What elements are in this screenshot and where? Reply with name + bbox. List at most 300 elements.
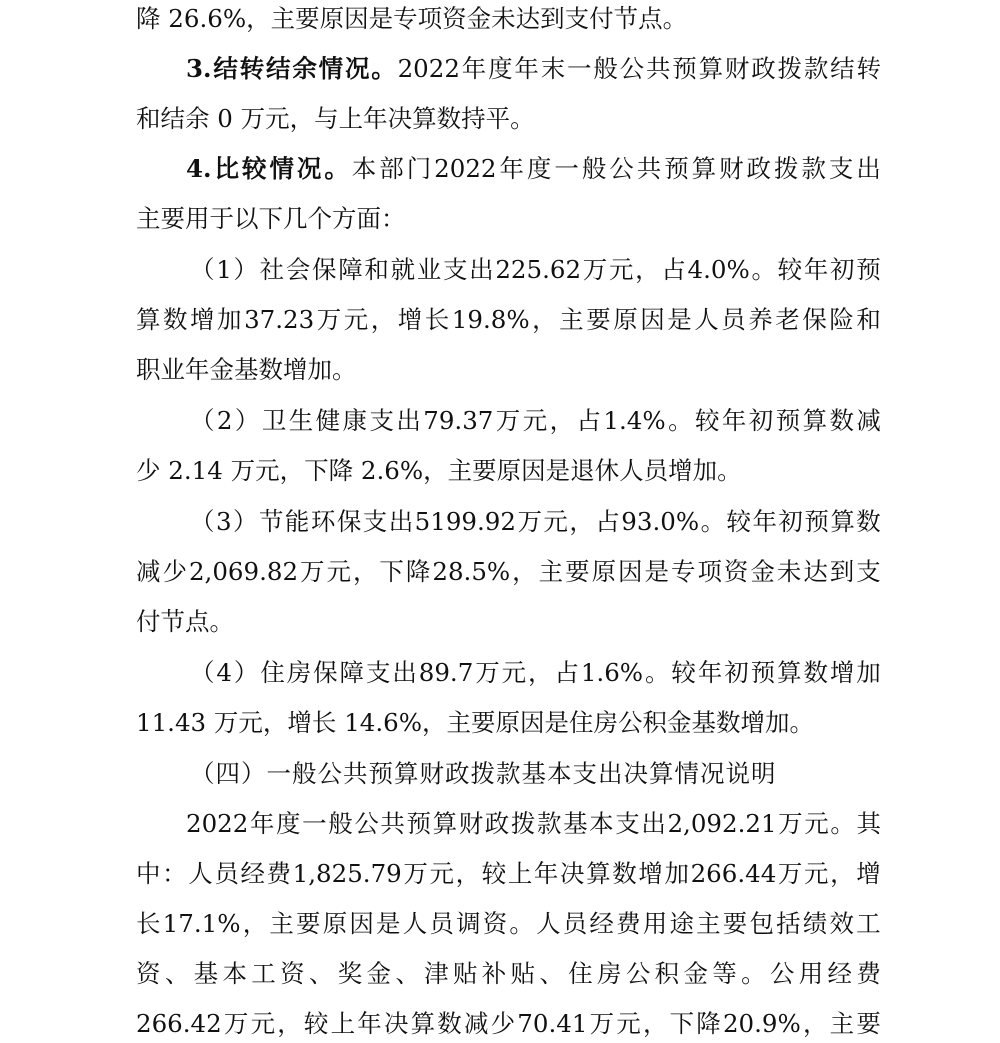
glyph: 算 — [586, 859, 611, 888]
glyph: 17.1% — [162, 909, 241, 938]
glyph: 3 — [215, 507, 232, 536]
glyph: 加 — [856, 658, 881, 687]
glyph: 、 — [539, 959, 564, 988]
text-line — [190, 505, 881, 539]
glyph: 3. — [186, 54, 212, 83]
glyph: 度 — [276, 809, 301, 838]
glyph: 障 — [338, 255, 363, 284]
glyph: 款 — [801, 154, 826, 183]
text-line — [136, 706, 881, 740]
glyph: 2,069.82 — [188, 557, 299, 586]
glyph: 。 — [509, 909, 534, 938]
text-line — [136, 907, 881, 941]
glyph: 增 — [829, 658, 855, 687]
glyph: 算 — [777, 658, 802, 687]
glyph: 1.4% — [603, 406, 666, 435]
glyph: 增 — [190, 305, 215, 334]
glyph: 一 — [302, 809, 327, 838]
glyph: 结 — [266, 54, 291, 83]
glyph: 度 — [526, 154, 552, 183]
glyph: 数 — [163, 305, 188, 334]
glyph: 万 — [300, 557, 325, 586]
glyph: 决 — [560, 859, 585, 888]
glyph: （ — [190, 406, 215, 435]
glyph: 减 — [463, 1009, 489, 1038]
glyph: 拨 — [774, 154, 799, 183]
glyph: 津 — [424, 959, 449, 988]
glyph: 资 — [482, 909, 508, 938]
glyph: 89.7 — [418, 658, 474, 687]
glyph: 决 — [383, 1009, 409, 1038]
glyph: 万 — [582, 255, 608, 284]
glyph: ， — [635, 255, 660, 284]
glyph: 共 — [380, 809, 405, 838]
glyph: 较 — [241, 154, 267, 183]
glyph: 健 — [315, 406, 341, 435]
glyph: 达 — [803, 557, 828, 586]
glyph: 70.41 — [517, 1009, 588, 1038]
glyph: 门 — [406, 154, 432, 183]
glyph: 万 — [589, 1009, 615, 1038]
glyph: 贴 — [452, 959, 478, 988]
text-line — [136, 605, 881, 639]
glyph: 主 — [696, 909, 721, 938]
glyph: 公 — [769, 959, 795, 988]
glyph: 金 — [683, 959, 708, 988]
glyph: 般 — [593, 54, 618, 83]
text-line — [136, 102, 881, 136]
glyph: 较 — [303, 1009, 329, 1038]
glyph: 下 — [379, 557, 404, 586]
glyph: 266.44 — [690, 859, 777, 888]
glyph: 28.5% — [432, 557, 511, 586]
glyph: 元 — [608, 255, 634, 284]
glyph: 人 — [188, 859, 213, 888]
glyph: 住 — [568, 959, 593, 988]
glyph: 加 — [664, 859, 689, 888]
glyph: 年 — [721, 406, 747, 435]
glyph: ， — [277, 1009, 302, 1038]
glyph: 主 — [269, 909, 294, 938]
text-line — [190, 253, 881, 287]
glyph: 预 — [672, 54, 697, 83]
glyph: ， — [528, 658, 553, 687]
glyph: 共 — [636, 154, 662, 183]
glyph: 年 — [697, 658, 723, 687]
text-line — [136, 555, 881, 589]
glyph: 要 — [296, 909, 321, 938]
glyph: 支 — [615, 809, 640, 838]
glyph: 项 — [697, 557, 722, 586]
glyph: 266.42 — [136, 1009, 222, 1038]
glyph: 财 — [724, 54, 750, 83]
glyph: 要 — [856, 1009, 881, 1038]
glyph: 数 — [803, 658, 828, 687]
glyph: 年 — [752, 507, 777, 536]
glyph: 出 — [641, 809, 666, 838]
glyph: 障 — [339, 658, 365, 687]
glyph: 要 — [586, 305, 611, 334]
glyph: 结 — [213, 54, 238, 83]
glyph: 保 — [336, 507, 362, 536]
section-heading — [190, 757, 881, 791]
glyph: 万 — [517, 507, 542, 536]
glyph: 出 — [388, 507, 414, 536]
glyph: 要 — [722, 909, 748, 938]
glyph: 余 — [292, 54, 317, 83]
glyph: 社 — [259, 255, 285, 284]
glyph: 算 — [136, 305, 161, 334]
glyph: 数 — [437, 1009, 462, 1038]
glyph: 2 — [216, 406, 233, 435]
glyph: ， — [352, 557, 378, 586]
glyph: 节 — [258, 507, 284, 536]
glyph: 保 — [312, 255, 337, 284]
glyph: （ — [190, 255, 215, 284]
glyph: 2022 — [397, 54, 460, 83]
glyph: 降 — [405, 557, 431, 586]
glyph: 较 — [777, 255, 803, 284]
glyph: 款 — [803, 54, 829, 83]
glyph: 生 — [288, 406, 314, 435]
glyph: 和 — [856, 305, 881, 334]
glyph: 环 — [310, 507, 336, 536]
glyph: 经 — [240, 859, 265, 888]
glyph: 人 — [694, 305, 719, 334]
glyph: 出 — [396, 406, 421, 435]
glyph: 20.9% — [722, 1009, 801, 1038]
glyph: 万 — [475, 658, 500, 687]
glyph: 原 — [591, 557, 617, 586]
glyph: 万 — [778, 809, 803, 838]
glyph: 一 — [554, 154, 579, 183]
glyph: 房 — [597, 959, 622, 988]
glyph: 元 — [343, 305, 369, 334]
glyph: 5199.92 — [414, 507, 516, 536]
glyph: 金 — [366, 959, 391, 988]
glyph: 主 — [829, 1009, 855, 1038]
glyph: 79.37 — [423, 406, 494, 435]
glyph: 支 — [362, 507, 388, 536]
glyph: 费 — [616, 909, 641, 938]
glyph: 出 — [469, 255, 494, 284]
glyph: 支 — [856, 557, 881, 586]
glyph: 公 — [609, 154, 634, 183]
glyph: 元 — [326, 557, 351, 586]
glyph: ， — [455, 859, 481, 888]
glyph: 算 — [432, 809, 458, 838]
glyph: 积 — [654, 959, 680, 988]
glyph: 保 — [313, 658, 338, 687]
glyph: 。 — [751, 255, 776, 284]
glyph: 元 — [501, 658, 527, 687]
text-line — [136, 454, 881, 488]
glyph: 万 — [316, 305, 342, 334]
glyph: 是 — [667, 305, 692, 334]
glyph: 康 — [342, 406, 368, 435]
glyph: 上 — [507, 859, 533, 888]
glyph: 出 — [856, 154, 881, 183]
glyph: 预 — [856, 255, 881, 284]
glyph: 住 — [260, 658, 285, 687]
glyph: 一 — [567, 54, 592, 83]
glyph: 经 — [589, 909, 614, 938]
glyph: ） — [233, 658, 259, 687]
glyph: 1 — [216, 255, 232, 284]
glyph: 元 — [429, 859, 454, 888]
glyph: 算 — [410, 1009, 436, 1038]
glyph: 支 — [369, 406, 394, 435]
glyph: 、 — [164, 959, 190, 988]
glyph: 年 — [249, 809, 275, 838]
glyph: 减 — [136, 557, 161, 586]
glyph: 其 — [856, 809, 881, 838]
glyph: 拨 — [510, 809, 536, 838]
glyph: 政 — [751, 54, 776, 83]
glyph: 情 — [269, 154, 294, 183]
glyph: 降 — [696, 1009, 721, 1038]
glyph: 途 — [669, 909, 694, 938]
glyph: 元 — [250, 1009, 276, 1038]
text-line — [186, 52, 881, 86]
glyph: 结 — [830, 54, 855, 83]
glyph: 元 — [804, 859, 829, 888]
glyph: ， — [830, 859, 855, 888]
glyph: 较 — [481, 859, 507, 888]
glyph: 19.8% — [451, 305, 530, 334]
glyph: 占 — [595, 507, 620, 536]
glyph: 原 — [613, 305, 638, 334]
glyph: 经 — [827, 959, 852, 988]
glyph: 元 — [804, 809, 829, 838]
glyph: 员 — [214, 859, 239, 888]
glyph: 般 — [328, 809, 353, 838]
glyph: 本 — [222, 959, 247, 988]
glyph: 基 — [563, 809, 588, 838]
glyph: 。 — [668, 406, 693, 435]
glyph: ， — [512, 557, 537, 586]
glyph: 括 — [776, 909, 801, 938]
glyph: 年 — [357, 1009, 382, 1038]
glyph: ： — [162, 859, 187, 888]
glyph: ， — [802, 1009, 828, 1038]
glyph: 支 — [828, 154, 854, 183]
glyph: 绩 — [802, 909, 828, 938]
glyph: 财 — [719, 154, 744, 183]
line-text: 主要用于以下几个方面： — [136, 204, 406, 233]
glyph: 费 — [266, 859, 292, 888]
glyph: ） — [233, 507, 258, 536]
glyph: ， — [642, 1009, 668, 1038]
glyph: 会 — [285, 255, 311, 284]
glyph: 养 — [748, 305, 773, 334]
glyph: ， — [370, 305, 396, 334]
text-line — [190, 404, 881, 438]
glyph: 、 — [395, 959, 420, 988]
glyph: 算 — [802, 406, 828, 435]
glyph: 预 — [775, 406, 801, 435]
glyph: 算 — [691, 154, 717, 183]
glyph: 93.0% — [621, 507, 700, 536]
glyph: 补 — [481, 959, 507, 988]
glyph: 。 — [324, 154, 349, 183]
glyph: 主 — [538, 557, 564, 586]
glyph: 预 — [406, 809, 432, 838]
glyph: （ — [190, 507, 215, 536]
glyph: 元 — [543, 507, 568, 536]
glyph: 2022 — [434, 154, 497, 183]
glyph: 本 — [351, 154, 377, 183]
glyph: 到 — [829, 557, 855, 586]
text-line — [190, 656, 881, 690]
glyph: 因 — [618, 557, 643, 586]
line-text: 11.43 万元，增长 14.6%，主要原因是住房公积金基数增加。 — [136, 708, 815, 737]
text-line — [136, 353, 881, 387]
glyph: 年 — [499, 154, 524, 183]
glyph: 中 — [136, 859, 161, 888]
glyph: 度 — [488, 54, 513, 83]
glyph: 财 — [458, 809, 484, 838]
glyph: 年 — [803, 255, 829, 284]
glyph: 基 — [193, 959, 219, 988]
glyph: 预 — [750, 658, 776, 687]
glyph: 较 — [671, 658, 696, 687]
glyph: 员 — [721, 305, 746, 334]
glyph: 等 — [712, 959, 737, 988]
glyph: 资 — [280, 959, 305, 988]
glyph: 下 — [669, 1009, 695, 1038]
glyph: 预 — [804, 507, 829, 536]
glyph: 年 — [533, 859, 559, 888]
glyph: 支 — [442, 255, 468, 284]
glyph: 数 — [612, 859, 637, 888]
glyph: 本 — [589, 809, 614, 838]
glyph: 比 — [214, 154, 240, 183]
glyph: 就 — [390, 255, 416, 284]
glyph: 初 — [830, 255, 855, 284]
glyph: 老 — [775, 305, 800, 334]
glyph: 房 — [286, 658, 312, 687]
text-line — [136, 957, 881, 991]
text-line — [136, 202, 881, 236]
glyph: 4. — [186, 154, 212, 183]
glyph: 业 — [416, 255, 442, 284]
glyph: 。 — [645, 658, 670, 687]
glyph: 。 — [700, 507, 726, 536]
glyph: 能 — [284, 507, 310, 536]
glyph: 初 — [724, 658, 749, 687]
glyph: 资 — [723, 557, 749, 586]
glyph: 上 — [330, 1009, 356, 1038]
glyph: 增 — [638, 859, 663, 888]
glyph: 转 — [239, 54, 265, 83]
glyph: 共 — [645, 54, 671, 83]
glyph: 数 — [829, 406, 855, 435]
glyph: 支 — [365, 658, 391, 687]
glyph: 。 — [371, 54, 396, 83]
text-line — [136, 1007, 881, 1041]
glyph: 万 — [403, 859, 428, 888]
glyph: 万 — [777, 859, 803, 888]
glyph: ， — [549, 406, 575, 435]
glyph: 专 — [670, 557, 696, 586]
glyph: 年 — [461, 54, 487, 83]
glyph: 是 — [644, 557, 670, 586]
glyph: 转 — [856, 54, 881, 83]
glyph: 保 — [802, 305, 827, 334]
glyph: 较 — [694, 406, 720, 435]
text-line — [136, 2, 881, 36]
glyph: 占 — [576, 406, 602, 435]
glyph: 1,825.79 — [292, 859, 402, 888]
glyph: 般 — [581, 154, 607, 183]
glyph: （ — [190, 658, 215, 687]
line-text: 付节点。 — [136, 607, 234, 636]
glyph: 末 — [540, 54, 566, 83]
glyph: 工 — [856, 909, 881, 938]
glyph: 出 — [392, 658, 417, 687]
glyph: 少 — [162, 557, 187, 586]
glyph: 工 — [251, 959, 276, 988]
glyph: 算 — [698, 54, 724, 83]
glyph: 卫 — [261, 406, 287, 435]
glyph: 员 — [562, 909, 588, 938]
glyph: 占 — [661, 255, 686, 284]
glyph: 费 — [856, 959, 881, 988]
glyph: 加 — [217, 305, 242, 334]
glyph: 况 — [296, 154, 322, 183]
glyph: 增 — [856, 859, 881, 888]
glyph: 调 — [456, 909, 481, 938]
glyph: 年 — [514, 54, 539, 83]
glyph: 、 — [308, 959, 334, 988]
glyph: ） — [234, 406, 260, 435]
glyph: 增 — [397, 305, 423, 334]
glyph: 。 — [830, 809, 855, 838]
glyph: 资 — [136, 959, 161, 988]
glyph: 包 — [749, 909, 774, 938]
glyph: 情 — [318, 54, 344, 83]
glyph: 拨 — [777, 54, 802, 83]
glyph: 。 — [741, 959, 766, 988]
glyph: 用 — [798, 959, 824, 988]
text-line — [136, 303, 881, 337]
glyph: 37.23 — [244, 305, 315, 334]
glyph: 公 — [619, 54, 645, 83]
glyph: 部 — [379, 154, 404, 183]
glyph: 政 — [484, 809, 510, 838]
glyph: 因 — [349, 909, 374, 938]
glyph: 原 — [322, 909, 348, 938]
glyph: 较 — [726, 507, 752, 536]
glyph: 贴 — [510, 959, 536, 988]
glyph: 长 — [424, 305, 450, 334]
glyph: ， — [569, 507, 594, 536]
glyph: 是 — [376, 909, 401, 938]
glyph: 效 — [829, 909, 854, 938]
glyph: 算 — [830, 507, 855, 536]
glyph: 4.0% — [687, 255, 750, 284]
glyph: 初 — [748, 406, 774, 435]
glyph: 元 — [616, 1009, 641, 1038]
glyph: 政 — [746, 154, 772, 183]
glyph: 未 — [776, 557, 802, 586]
glyph: 2022 — [186, 809, 249, 838]
glyph: 人 — [402, 909, 428, 938]
glyph: 2,092.21 — [667, 809, 777, 838]
glyph: 公 — [625, 959, 651, 988]
glyph: ， — [242, 909, 268, 938]
